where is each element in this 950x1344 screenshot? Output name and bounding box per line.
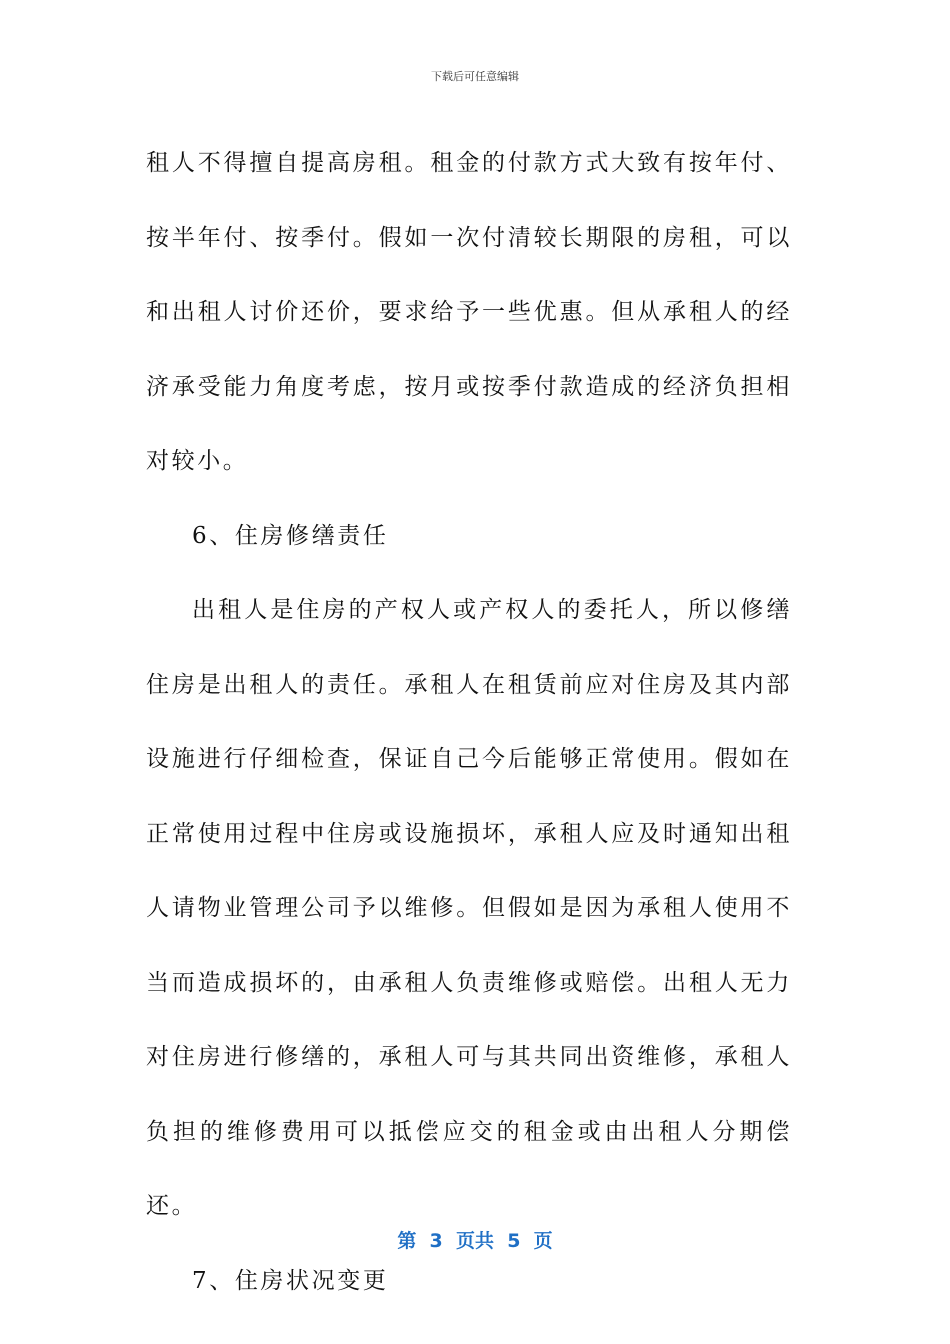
page-header: 下载后可任意编辑: [431, 70, 519, 83]
document-body: [146, 126, 792, 1318]
paragraph-rent-payment: 租人不得擅自提高房租。租金的付款方式大致有按年付、按半年付、按季付。假如一次付清较长期限的房租，可以和出租人讨价还价，要求给予一些优惠。但从承租人的经济承受能力角度考虑，按月或按季付款造成的经济负担相对较小。: [146, 150, 792, 474]
page-number-footer: 第 3 页共 5 页: [397, 1230, 553, 1252]
paragraph-repair-responsibility: 出租人是住房的产权人或产权人的委托人，所以修缮住房是出租人的责任。承租人在租赁前应对住房及其内部设施进行仔细检查，保证自己今后能够正常使用。假如在正常使用过程中住房或设施损坏，承租人应及时通知出租人请物业管理公司予以维修。但假如是因为承租人使用不当而造成损坏的，由承租人负责维修或赔偿。出租人无力对住房进行修缮的，承租人可与其共同出资维修，承租人负担的维修费用可以抵偿应交的租金或由出租人分期偿还。: [146, 597, 792, 1219]
section-heading-housing-change: 7、住房状况变更: [192, 1267, 389, 1294]
section-heading-repair: 6、住房修缮责任: [192, 522, 389, 549]
